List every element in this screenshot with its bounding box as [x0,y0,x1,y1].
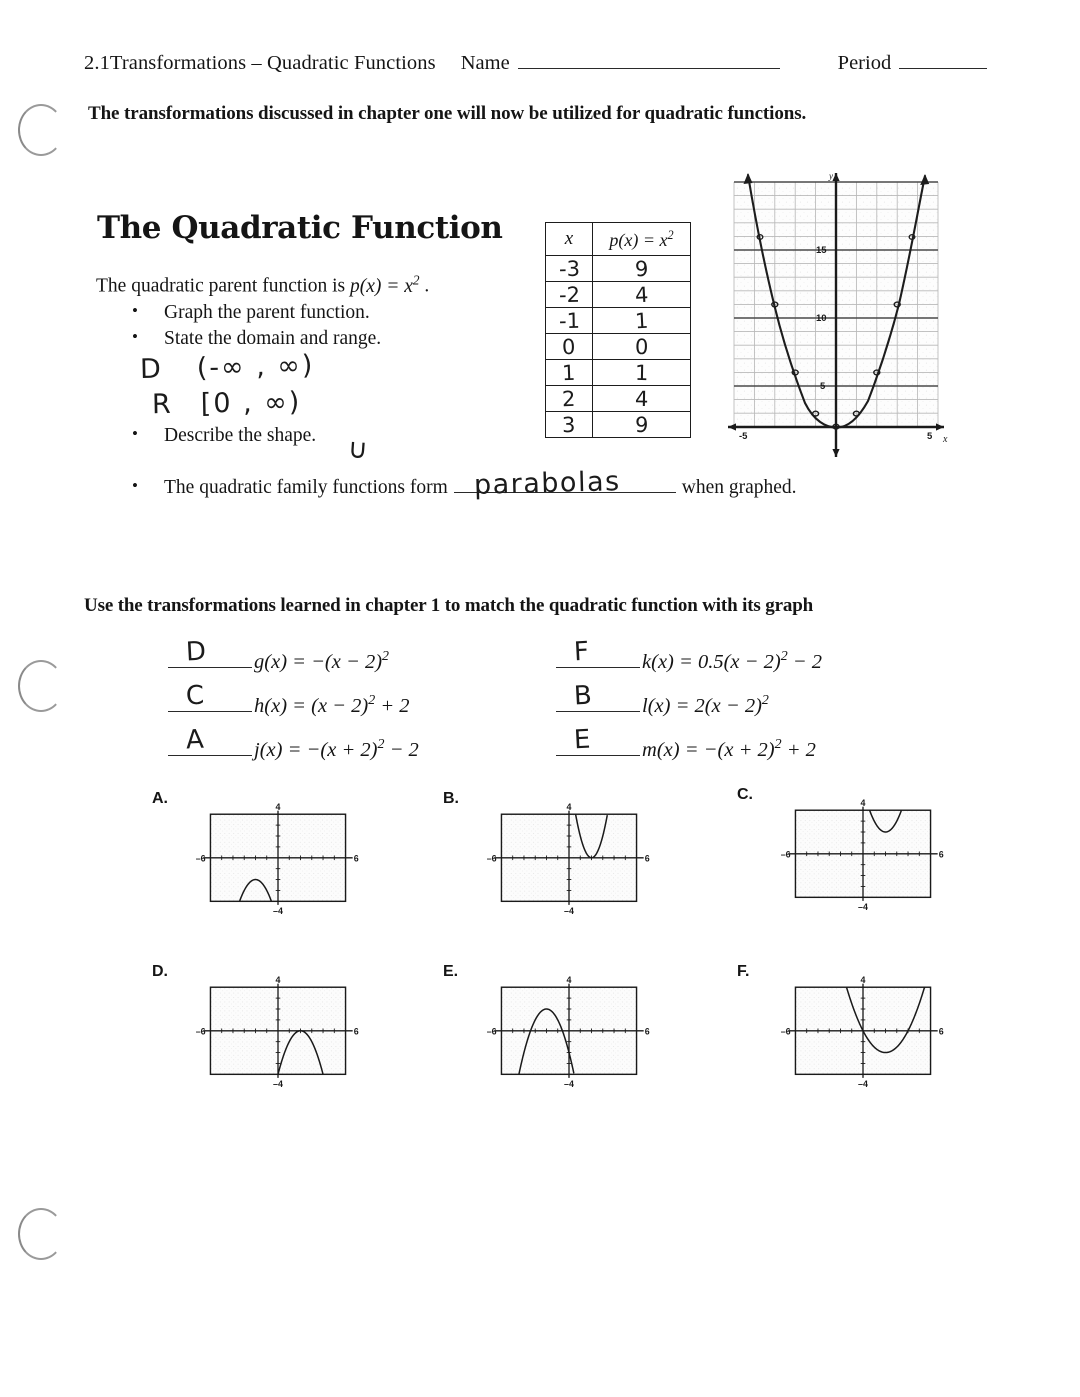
name-blank[interactable] [518,68,780,69]
value-table-row [546,308,691,334]
handwritten-px-value: 9 [634,412,649,437]
match-answer-blank-m[interactable] [556,724,640,756]
mini-F-xmax-label: 6 [938,1026,944,1037]
equation-item-l [556,680,908,728]
bullet-graph-parent-label: Graph the parent function. [164,302,370,323]
equation-item-k [556,636,908,684]
mini-C-ymin-label: –4 [858,901,868,912]
handwritten-x-value: -3 [558,256,580,281]
mini-graph-e-label: E. [443,963,459,980]
mini-E-ymax-label: 4 [566,974,572,985]
handwritten-px-value: 4 [634,282,649,307]
bullet-graph-parent [96,302,370,328]
mini-B-svg [481,800,673,928]
svg-text:y: y [829,171,833,181]
handwritten-family-answer: parabolas [473,466,621,501]
mini-graph-c-label: C. [737,786,753,803]
match-answer-blank-j[interactable] [168,724,252,756]
mini-graph-d [152,963,382,1103]
value-table-header-row [546,223,691,256]
mini-graph-a-plot [190,800,382,933]
mini-graph-f [737,963,967,1103]
period-label: Period [837,52,892,74]
mini-F-ymin-label: –4 [858,1078,868,1089]
name-label: Name [460,52,510,74]
handwritten-match-answer-g: D [185,636,207,668]
mini-graph-c-plot [775,796,967,929]
value-table-cell-x [546,386,593,412]
domain-letter: D [139,353,164,386]
hole-punch-middle [18,660,64,712]
handwritten-x-value: 1 [561,360,577,385]
mini-graph-d-plot [190,973,382,1106]
mini-B-xmin-label: –6 [486,853,497,864]
handwritten-px-value: 1 [634,308,649,333]
hole-punch-top [18,104,64,156]
equation-text-j: $j(x) = -(x + 2)^2 - 2$ [254,737,419,761]
mini-graph-c [737,786,967,926]
equation-text-l: $l(x) = 2(x - 2)^2$ [642,693,769,717]
parent-function-period: . [424,275,430,297]
mini-E-xmin-label: –6 [486,1026,497,1037]
mini-graph-b-plot [481,800,673,933]
value-table-cell-px [593,386,691,412]
value-table-cell-px [593,412,691,438]
equation-item-m [556,724,908,772]
parent-function-text: The quadratic parent function is [96,275,346,297]
handwritten-match-answer-k: F [573,636,590,668]
svg-text:5: 5 [820,381,826,392]
handwritten-match-answer-m: E [573,724,592,756]
mini-C-ymax-label: 4 [860,797,866,808]
value-table-row [546,360,691,386]
mini-D-xmin-label: –6 [195,1026,206,1037]
equation-text-m: $m(x) = -(x + 2)^2 + 2$ [642,737,816,761]
value-table-cell-x [546,412,593,438]
svg-text:-5: -5 [739,431,748,442]
handwritten-match-answer-h: C [185,680,205,712]
mini-graph-e-plot [481,973,673,1106]
mini-E-xmax-label: 6 [644,1026,650,1037]
mini-A-svg [190,800,382,928]
mini-D-xmax-label: 6 [353,1026,359,1037]
bullet-describe-shape-label: Describe the shape. [164,425,317,446]
equation-row [168,636,948,684]
mini-D-ymin-label: –4 [273,1078,283,1089]
handwritten-x-value: 3 [561,412,577,437]
value-table-cell-px [593,256,691,282]
mini-C-svg [775,796,967,924]
value-table-cell-px [593,334,691,360]
equation-row [168,724,948,772]
value-table-row [546,282,691,308]
value-table-cell-x [546,256,593,282]
value-table-row [546,386,691,412]
mini-B-ymax-label: 4 [566,801,572,812]
handwritten-px-value: 4 [634,386,649,411]
value-table-cell-px [593,282,691,308]
equation-text-g: $g(x) = -(x - 2)^2$ [254,649,390,673]
mini-A-xmin-label: –6 [195,853,206,864]
mini-D-ymax-label: 4 [275,974,281,985]
bullet-describe-shape [96,425,316,451]
parent-function-statement [96,272,429,298]
mini-D-svg [190,973,382,1101]
value-table-cell-x [546,282,593,308]
domain-interval: (-∞ , ∞) [196,349,315,384]
mini-graph-a-label: A. [152,790,168,807]
bullet-domain-range-label: State the domain and range. [164,328,382,349]
mini-F-xmin-label: –6 [780,1026,791,1037]
intro-statement: The transformations discussed in chapter one will now be utilized for quadratic functions. [88,103,807,124]
period-blank[interactable] [899,68,987,69]
mini-graph-b-label: B. [443,790,459,807]
match-answer-blank-h[interactable] [168,680,252,712]
handwritten-match-answer-j: A [185,724,205,756]
mini-B-xmax-label: 6 [644,853,650,864]
handwritten-x-value: -1 [558,308,580,333]
svg-text:x: x [943,434,948,445]
mini-graph-e [443,963,673,1103]
handwritten-domain-answer [140,350,315,385]
handwritten-px-value: 9 [634,256,649,281]
match-answer-blank-k[interactable] [556,636,640,668]
value-table-cell-x [546,360,593,386]
mini-F-ymax-label: 4 [860,974,866,985]
mini-B-ymin-label: –4 [564,905,574,916]
handwritten-x-value: 0 [561,334,577,359]
mini-C-xmax-label: 6 [938,849,944,860]
mini-C-xmin-label: –6 [780,849,791,860]
value-table-body [546,256,691,438]
mini-graph-b [443,790,673,930]
value-table-cell-px [593,308,691,334]
equation-row [168,680,948,728]
equation-text-k: $k(x) = 0.5(x - 2)^2 - 2$ [642,649,823,673]
svg-text:10: 10 [816,313,827,324]
mini-graph-f-label: F. [737,963,750,980]
equation-item-j [168,724,520,772]
parent-graph-svg [722,165,950,465]
bullet-domain-range [96,328,381,354]
value-table-row [546,412,691,438]
equation-text-h: $h(x) = (x - 2)^2 + 2$ [254,693,410,717]
handwritten-px-value: 1 [634,360,649,385]
equation-item-g [168,636,520,684]
svg-text:5: 5 [927,431,933,442]
handwritten-shape-answer: ∪ [346,433,369,466]
handwritten-x-value: 2 [561,386,577,411]
range-letter: R [151,388,174,421]
handwritten-range-answer [152,387,302,421]
family-form-tail: when graphed. [681,477,797,498]
mini-E-svg [481,973,673,1101]
mini-A-xmax-label: 6 [353,853,359,864]
svg-text:15: 15 [816,245,827,256]
handwritten-match-answer-l: B [573,680,593,712]
value-table-cell-px [593,360,691,386]
hole-punch-bottom [18,1208,64,1260]
matching-instruction: Use the transformations learned in chapter 1 to match the quadratic function with its graph [84,595,814,616]
mini-graph-d-label: D. [152,963,168,980]
section-title: The Quadratic Function [97,210,503,246]
parent-function-formula: $p(x) = x^2$ [349,272,420,297]
mini-F-svg [775,973,967,1101]
value-table-cell-x [546,334,593,360]
equation-item-h [168,680,520,728]
value-table-header-px: $p(x) = x^2$ [593,223,691,256]
match-answer-blank-l[interactable] [556,680,640,712]
value-table-row [546,334,691,360]
equation-grid [168,636,948,772]
value-table-cell-x [546,308,593,334]
value-table [545,222,691,438]
mini-graph-a [152,790,382,930]
value-table-header-x: x [546,223,593,256]
mini-E-ymin-label: –4 [564,1078,574,1089]
value-table-row [546,256,691,282]
bullet-family-form-label: • The quadratic family functions form [164,477,448,498]
page-title: 2.1Transformations – Quadratic Functions [84,52,436,74]
match-answer-blank-g[interactable] [168,636,252,668]
mini-graph-f-plot [775,973,967,1106]
mini-A-ymin-label: –4 [273,905,283,916]
parent-function-graph [722,165,950,465]
handwritten-px-value: 0 [634,334,649,359]
mini-A-ymax-label: 4 [275,801,281,812]
handwritten-x-value: -2 [558,282,580,307]
range-interval: [0 , ∞) [200,386,302,420]
worksheet-header [84,52,989,75]
